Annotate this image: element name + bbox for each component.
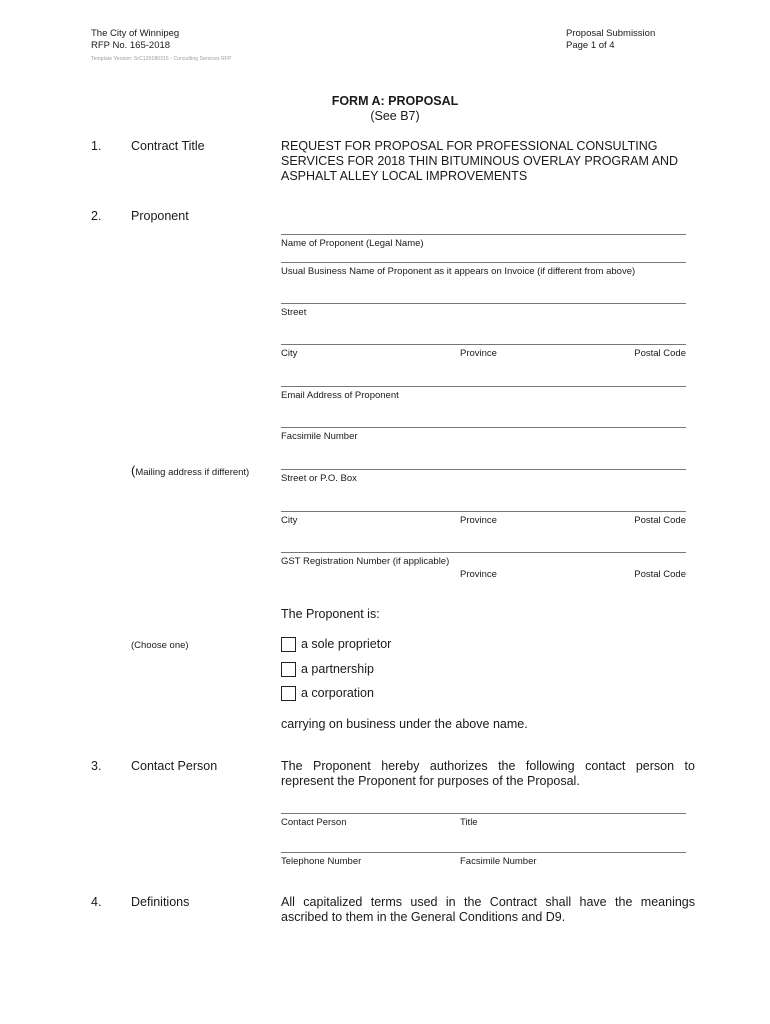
- street-field[interactable]: [281, 303, 686, 304]
- choose-one-label: (Choose one): [131, 640, 189, 651]
- header-city: The City of Winnipeg: [91, 28, 180, 39]
- section-1-label: Contract Title: [131, 139, 205, 153]
- corporation-label: a corporation: [301, 686, 374, 700]
- legal-name-field[interactable]: [281, 234, 686, 235]
- street-po-box-label: Street or P.O. Box: [281, 473, 357, 484]
- mailing-street-field[interactable]: [281, 469, 686, 470]
- business-name-field[interactable]: [281, 262, 686, 263]
- section-3-number: 3.: [91, 759, 102, 773]
- province-label: Province: [460, 348, 497, 359]
- header-rfp-number: RFP No. 165-2018: [91, 40, 171, 51]
- carrying-on-business-text: carrying on business under the above name.: [281, 717, 528, 731]
- contract-title-text: [281, 139, 701, 184]
- legal-name-label: Name of Proponent (Legal Name): [281, 238, 424, 249]
- business-name-label: Usual Business Name of Proponent as it appears on Invoice (if different from above): [281, 266, 636, 277]
- contact-facsimile-label: Facsimile Number: [460, 856, 537, 867]
- mailing-province-label: Province: [460, 515, 497, 526]
- form-title: FORM A: PROPOSAL: [331, 94, 459, 108]
- contact-authorization-line-1: The Proponent hereby authorizes the following contact person to: [281, 759, 695, 773]
- email-label: Email Address of Proponent: [281, 390, 399, 401]
- telephone-number-label: Telephone Number: [281, 856, 362, 867]
- gst-label: GST Registration Number (if applicable): [281, 556, 450, 567]
- header-left: [91, 28, 179, 52]
- section-2-number: 2.: [91, 209, 102, 223]
- header-right: [566, 28, 655, 52]
- contract-title-line-3: ASPHALT ALLEY LOCAL IMPROVEMENTS: [281, 169, 528, 183]
- contact-person-field[interactable]: [281, 813, 686, 814]
- mailing-address-label: [131, 463, 249, 478]
- contract-title-line-1: REQUEST FOR PROPOSAL FOR PROFESSIONAL CONSULTING: [281, 139, 658, 153]
- mailing-postal-code-label: Postal Code: [634, 515, 686, 526]
- corporation-checkbox[interactable]: [281, 686, 296, 701]
- contact-authorization-line-2: represent the Proponent for purposes of the Proposal.: [281, 774, 580, 788]
- proponent-is-label: The Proponent is:: [281, 607, 380, 621]
- contact-person-label: Contact Person: [281, 817, 347, 828]
- mailing-city-field[interactable]: [281, 511, 686, 512]
- sole-proprietor-checkbox[interactable]: [281, 637, 296, 652]
- definitions-line-2: ascribed to them in the General Conditions and D9.: [281, 910, 566, 924]
- title-label: Title: [460, 817, 478, 828]
- gst-field[interactable]: [281, 552, 686, 553]
- facsimile-label: Facsimile Number: [281, 431, 358, 442]
- facsimile-field[interactable]: [281, 427, 686, 428]
- city-province-postal-field[interactable]: [281, 344, 686, 345]
- contact-authorization-text: [281, 759, 695, 789]
- section-4-number: 4.: [91, 895, 102, 909]
- telephone-fax-field[interactable]: [281, 852, 686, 853]
- section-3-label: Contact Person: [131, 759, 218, 773]
- mailing-city-label: City: [281, 515, 298, 526]
- email-field[interactable]: [281, 386, 686, 387]
- section-4-label: Definitions: [131, 895, 190, 909]
- partnership-checkbox[interactable]: [281, 662, 296, 677]
- city-label: City: [281, 348, 298, 359]
- contract-title-line-2: SERVICES FOR 2018 THIN BITUMINOUS OVERLAY PROGRAM AND: [281, 154, 679, 168]
- gst-province-label: Province: [460, 569, 497, 580]
- mailing-address-paren: (: [131, 463, 136, 478]
- definitions-text: [281, 895, 695, 925]
- section-1-number: 1.: [91, 139, 102, 153]
- partnership-label: a partnership: [301, 662, 374, 676]
- header-proposal-submission: Proposal Submission: [566, 28, 656, 39]
- street-label: Street: [281, 307, 307, 318]
- header-page-number: Page 1 of 4: [566, 40, 615, 51]
- template-version: Template Version: SrC120180315 - Consulting Services RFP: [91, 56, 232, 62]
- postal-code-label: Postal Code: [634, 348, 686, 359]
- sole-proprietor-label: a sole proprietor: [301, 637, 392, 651]
- form-see-reference: (See B7): [370, 109, 420, 123]
- gst-postal-code-label: Postal Code: [634, 569, 686, 580]
- mailing-address-text: Mailing address if different): [135, 467, 250, 478]
- section-2-label: Proponent: [131, 209, 189, 223]
- definitions-line-1: All capitalized terms used in the Contract shall have the meanings: [281, 895, 695, 909]
